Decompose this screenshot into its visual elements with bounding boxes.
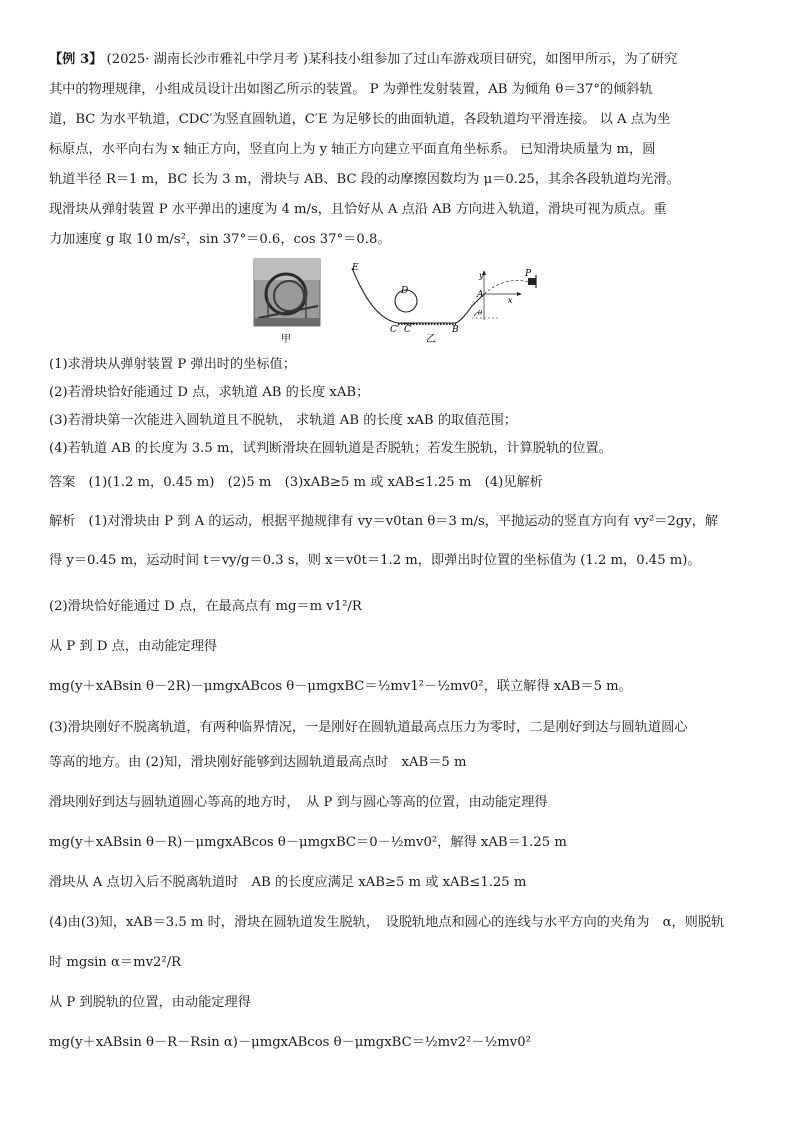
label-B: B	[452, 325, 459, 335]
analysis-line-12: 时 mgsin α＝mv2²/R	[49, 955, 182, 970]
problem-line-4: 标原点，水平向右为 x 轴正方向，竖直向上为 y 轴正方向建立平面直角坐标系。 已知滑块质量为 m，圆	[49, 142, 656, 157]
analysis-line-5: mg(y＋xABsin θ－2R)－μmgxABcos θ－μmgxBC＝½mv1²－½mv0²，联立解得 xAB＝5 m。	[49, 679, 632, 694]
projectile-path	[484, 281, 530, 295]
label-P: P	[525, 269, 532, 279]
analysis-line-4: 从 P 到 D 点，由动能定理得	[49, 639, 218, 654]
label-theta: θ	[478, 309, 483, 317]
answer-line: 答案 (1)(1.2 m，0.45 m) (2)5 m (3)xAB≥5 m 或 xAB≤1.25 m (4)见解析	[49, 475, 543, 490]
analysis-line-10: 滑块从 A 点切入后不脱离轨道时 AB 的长度应满足 xAB≥5 m 或 xAB≤1.25 m	[49, 875, 527, 890]
example-tag: 【例 3】	[49, 52, 103, 67]
figure	[248, 258, 548, 344]
question-3: (3)若滑块第一次能进入圆轨道且不脱轨， 求轨道 AB 的长度 xAB 的取值范围；	[49, 413, 517, 428]
analysis-line-8: 滑块刚好到达与圆轨道圆心等高的地方时， 从 P 到与圆心等高的位置，由动能定理得	[49, 795, 548, 810]
label-x: x	[508, 296, 513, 305]
label-A: A	[477, 290, 484, 300]
problem-line-6: 现滑块从弹射装置 P 水平弹出的速度为 4 m/s，且恰好从 A 点沿 AB 方向进入轨道，滑块可视为质点。重	[49, 202, 667, 217]
problem-line-3: 道，BC 为水平轨道，CDC′为竖直圆轨道，C′E 为足够长的曲面轨道，各段轨道均平滑连接。 以 A 点为坐	[49, 112, 671, 127]
label-D: D	[401, 286, 409, 296]
analysis-line-1: 解析 (1)对滑块由 P 到 A 的运动，根据平抛规律有 vy＝v0tan θ＝3 m/s，平抛运动的竖直方向有 vy²＝2gy，解	[49, 514, 719, 529]
analysis-line-2: 得 y＝0.45 m，运动时间 t＝vy/g＝0.3 s，则 x＝v0t＝1.2 m，即弹出时位置的坐标值为 (1.2 m，0.45 m)。	[49, 553, 701, 568]
analysis-line-13: 从 P 到脱轨的位置，由动能定理得	[49, 995, 251, 1010]
label-y: y	[479, 271, 484, 280]
analysis-line-7: 等高的地方。由 (2)知，滑块刚好能够到达圆轨道最高点时 xAB＝5 m	[49, 755, 467, 770]
analysis-line-9: mg(y＋xABsin θ－R)－μmgxABcos θ－μmgxBC＝0－½mv0²，解得 xAB＝1.25 m	[49, 835, 567, 850]
problem-line-7: 力加速度 g 取 10 m/s²，sin 37°＝0.6，cos 37°＝0.8。	[49, 232, 391, 247]
label-jia: 甲	[281, 334, 291, 344]
question-4: (4)若轨道 AB 的长度为 3.5 m，试判断滑块在圆轨道是否脱轨；若发生脱轨，计算脱轨的位置。	[49, 441, 612, 456]
question-2: (2)若滑块恰好能通过 D 点，求轨道 AB 的长度 xAB；	[49, 385, 370, 400]
figure-svg	[248, 258, 548, 344]
analysis-line-11: (4)由(3)知，xAB＝3.5 m 时，滑块在圆轨道发生脱轨， 设脱轨地点和圆心的连线与水平方向的夹角为 α，则脱轨	[49, 915, 725, 930]
label-Cprime: C′	[390, 325, 399, 335]
label-E: E	[352, 263, 359, 273]
question-1: (1)求滑块从弹射装置 P 弹出时的坐标值；	[49, 357, 296, 372]
problem-line-1	[49, 51, 677, 69]
analysis-line-3: (2)滑块恰好能通过 D 点，在最高点有 mg＝m v1²/R	[49, 599, 362, 614]
analysis-line-6: (3)滑块刚好不脱离轨道，有两种临界情况，一是刚好在圆轨道最高点压力为零时，二是刚好到达与圆轨道圆心	[49, 720, 688, 735]
launcher-P	[528, 278, 536, 285]
label-C: C	[404, 325, 411, 335]
problem-line-5: 轨道半径 R＝1 m，BC 长为 3 m，滑块与 AB、BC 段的动摩擦因数均为 μ＝0.25，其余各段轨道均光滑。	[49, 172, 680, 187]
problem-text-1: (2025· 湖南长沙市雅礼中学月考 )某科技小组参加了过山车游戏项目研究，如图甲所示，为了研究	[106, 52, 678, 67]
roller-coaster-photo	[254, 258, 320, 326]
label-yi: 乙	[426, 334, 436, 344]
analysis-line-14: mg(y＋xABsin θ－R－Rsin α)－μmgxABcos θ－μmgxBC＝½mv2²－½mv0²	[49, 1035, 531, 1050]
problem-line-2: 其中的物理规律，小组成员设计出如图乙所示的装置。 P 为弹性发射装置，AB 为倾角 θ＝37°的倾斜轨	[49, 82, 653, 97]
